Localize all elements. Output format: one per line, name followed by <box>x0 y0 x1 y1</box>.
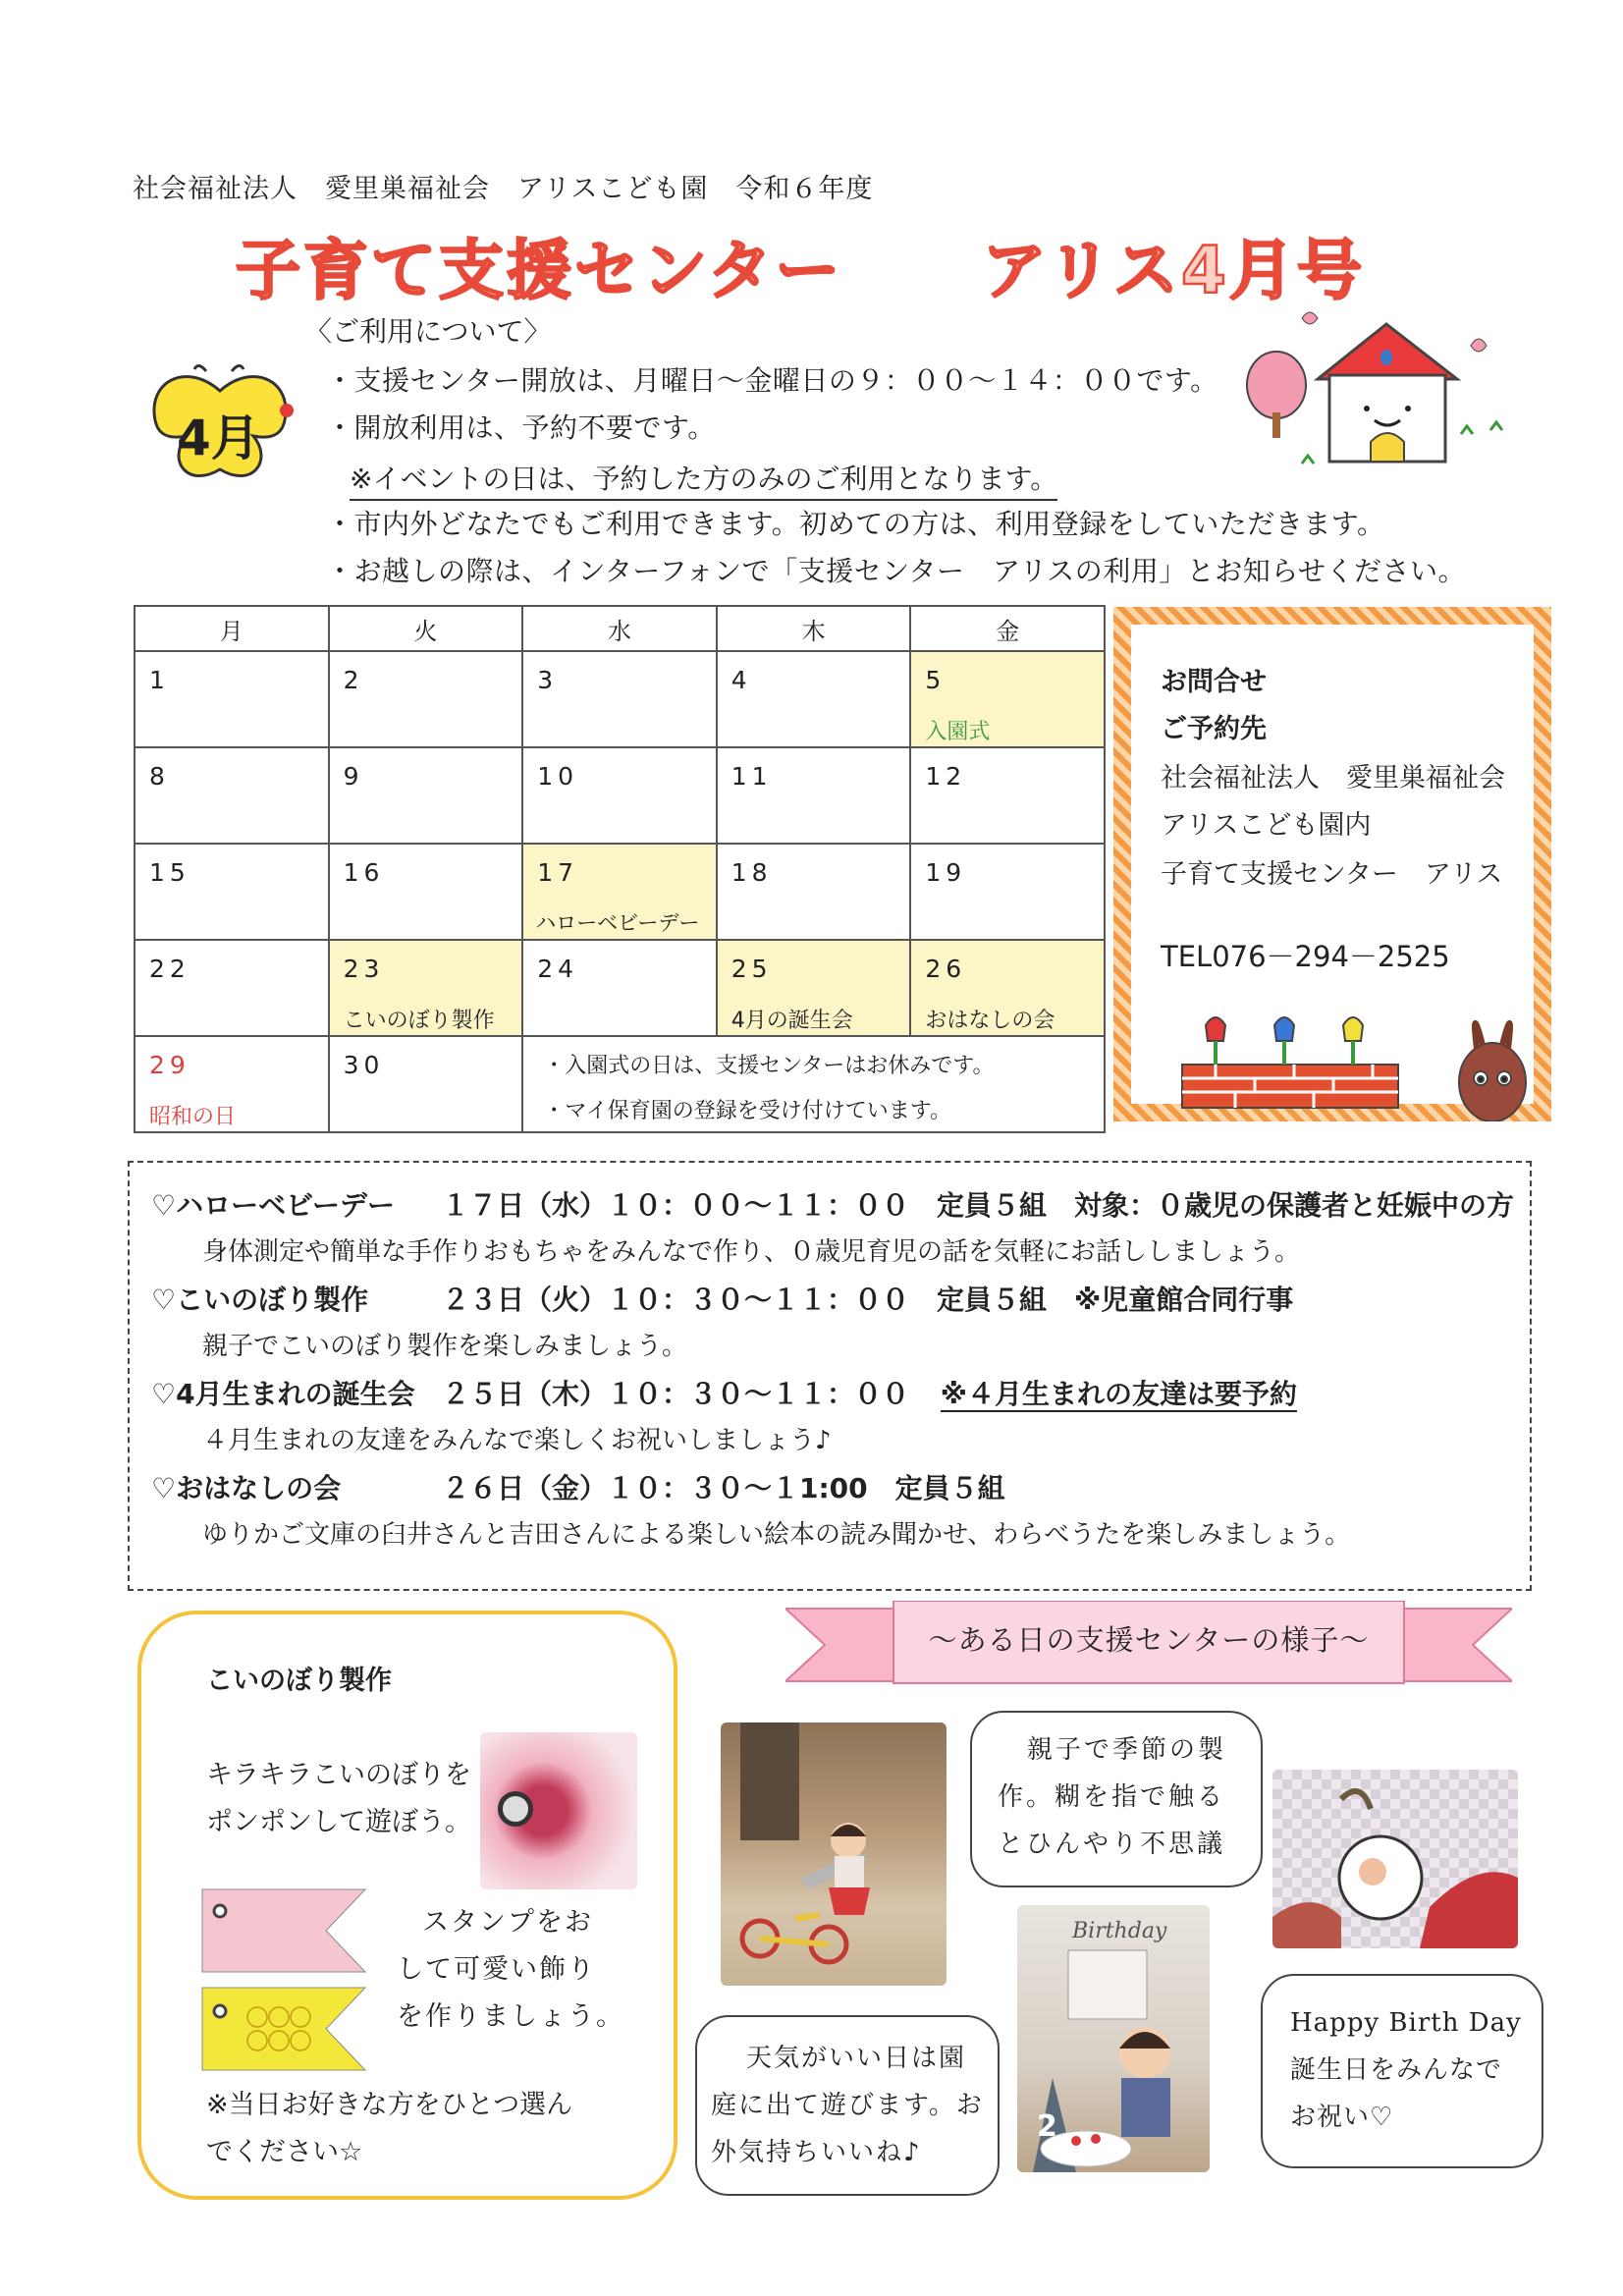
event-detail: ２６日（金）１０：３０～１1:00 定員５組 <box>442 1472 1005 1504</box>
day-event: こいのぼり製作 <box>343 1009 495 1033</box>
calendar-day <box>522 747 717 844</box>
calendar-week <box>135 651 1105 747</box>
contact-center: 子育て支援センター アリス <box>1161 859 1503 890</box>
weekday-thu: 木 <box>717 606 911 651</box>
day-number: 22 <box>149 955 190 983</box>
day-number: 18 <box>730 858 773 887</box>
event-koinobori <box>151 1279 1293 1318</box>
bubble-line: Happy Birth Day <box>1290 2008 1522 2038</box>
koinobori-text-1b: ポンポンして遊ぼう。 <box>206 1807 471 1837</box>
calendar-day <box>135 747 329 844</box>
calendar-day <box>135 651 329 747</box>
contact-subheading: ご予約先 <box>1161 714 1267 744</box>
day-number: 30 <box>343 1051 385 1079</box>
day-number: 5 <box>925 666 947 694</box>
event-name: ♡ハローベビーデー <box>151 1189 395 1222</box>
koinobori-text-1a: キラキラこいのぼりを <box>206 1760 471 1790</box>
day-number: 8 <box>149 762 170 791</box>
bubble-line: 作。糊を指で触る <box>998 1782 1226 1812</box>
calendar-day <box>522 651 717 747</box>
calendar-day <box>329 747 523 844</box>
event-description: 身体測定や簡単な手作りおもちゃをみんなで作り、０歳児育児の話を気軽にお話ししましょう。 <box>202 1237 1301 1267</box>
koinobori-title: こいのぼり製作 <box>206 1666 392 1696</box>
caption-bubble-craft <box>970 1711 1263 1887</box>
event-name: ♡おはなしの会 <box>151 1472 342 1504</box>
pompom-icon <box>498 1791 533 1827</box>
event-detail: ２５日（木）１０：３０～１１：００ <box>442 1378 910 1410</box>
newsletter-title: 子育て支援センター <box>236 233 843 308</box>
calendar-day-event <box>717 940 911 1036</box>
day-number: 10 <box>537 762 578 791</box>
cake-candle-number: 2 <box>1037 2109 1057 2144</box>
events-box <box>128 1161 1532 1591</box>
day-number: 26 <box>925 955 967 983</box>
day-number: 23 <box>343 955 385 983</box>
contact-org: 社会福祉法人 愛里巣福祉会 <box>1161 763 1505 793</box>
day-number: 3 <box>537 666 559 694</box>
day-event: ハローベビーデー <box>535 911 700 935</box>
day-number: 1 <box>149 666 170 694</box>
day-number: 25 <box>730 955 773 983</box>
day-event: 4月の誕生会 <box>730 1009 853 1033</box>
craft-photo <box>1272 1770 1518 1948</box>
calendar-note: ・マイ保育園の登録を受け付けています。 <box>543 1099 951 1123</box>
event-detail: ２３日（火）１０：３０～１１：００ 定員５組 ※児童館合同行事 <box>442 1284 1294 1316</box>
calendar-day-event <box>910 940 1105 1036</box>
calendar-day <box>717 651 911 747</box>
event-storytime <box>151 1467 1005 1506</box>
calendar-day <box>717 844 911 940</box>
koinobori-text-2c: を作りましょう。 <box>397 2001 624 2032</box>
month-badge-text: 4月 <box>177 410 260 466</box>
calendar-header-row <box>135 606 1105 651</box>
bubble-line: とひんやり不思議 <box>998 1830 1226 1859</box>
koinobori-stamp-icon <box>198 1880 375 2086</box>
gallery-banner <box>785 1601 1512 1689</box>
weekday-tue: 火 <box>329 606 523 651</box>
day-event: 入園式 <box>925 720 991 744</box>
bubble-line: お祝い♡ <box>1290 2103 1394 2132</box>
calendar-note: ・入園式の日は、支援センターはお休みです。 <box>543 1054 995 1078</box>
calendar-week <box>135 844 1105 940</box>
contact-heading: お問合せ <box>1161 667 1267 697</box>
usage-line-intercom: ・お越しの際は、インターフォンで「支援センター アリスの利用」とお知らせください。 <box>326 555 1466 587</box>
day-number: 15 <box>149 858 190 887</box>
gallery-banner-text: ～ある日の支援センターの様子～ <box>928 1623 1370 1657</box>
calendar-week <box>135 747 1105 844</box>
calendar-day <box>329 651 523 747</box>
calendar-week <box>135 1036 1105 1132</box>
day-number: 16 <box>343 858 385 887</box>
outdoor-photo <box>721 1722 947 1986</box>
usage-note-event: ※イベントの日は、予約した方のみのご利用となります。 <box>350 458 1057 501</box>
calendar-week <box>135 940 1105 1036</box>
day-number: 19 <box>925 858 967 887</box>
calendar-day-event <box>329 940 523 1036</box>
bubble-line: 庭に出て遊びます。お <box>711 2091 984 2120</box>
calendar-day <box>329 844 523 940</box>
event-description: 親子でこいのぼり製作を楽しみましょう。 <box>202 1332 688 1361</box>
koinobori-text-2a: スタンプをお <box>422 1907 593 1938</box>
contact-box <box>1113 607 1551 1121</box>
calendar-day <box>910 747 1105 844</box>
event-note: ※４月生まれの友達は要予約 <box>940 1378 1297 1410</box>
calendar-day-event <box>522 844 717 940</box>
calendar-day-holiday <box>135 1036 329 1132</box>
day-number: 17 <box>537 858 578 887</box>
april-calendar <box>134 605 1106 1133</box>
weekday-mon: 月 <box>135 606 329 651</box>
day-event: おはなしの会 <box>925 1009 1055 1033</box>
weekday-fri: 金 <box>910 606 1105 651</box>
weekday-wed: 水 <box>522 606 717 651</box>
event-description: ゆりかご文庫の臼井さんと吉田さんによる楽しい絵本の読み聞かせ、わらべうたを楽しみましょう。 <box>202 1520 1351 1550</box>
day-number: 9 <box>343 762 364 791</box>
bubble-line: 外気持ちいいね♪ <box>711 2138 922 2167</box>
child-playing-icon <box>721 1722 947 1986</box>
house-illustration <box>1239 306 1514 483</box>
day-number: 2 <box>343 666 364 694</box>
calendar-day <box>135 940 329 1036</box>
koinobori-box <box>137 1611 677 2200</box>
calendar-day <box>717 747 911 844</box>
contact-school: アリスこども園内 <box>1161 810 1372 841</box>
bubble-line: 親子で季節の製 <box>1027 1735 1227 1765</box>
usage-line-registration: ・市内外どなたでもご利用できます。初めての方は、利用登録をしていただきます。 <box>326 508 1385 540</box>
event-description: ４月生まれの友達をみんなで楽しくお祝いしましょう♪ <box>202 1426 832 1455</box>
day-number: 11 <box>730 762 773 791</box>
birthday-photo <box>1017 1905 1210 2172</box>
koinobori-text-2b: して可愛い飾り <box>397 1954 596 1985</box>
event-detail: １７日（水）１０：００～１１：００ 定員５組 対象：０歳児の保護者と妊娠中の方 <box>442 1189 1515 1222</box>
calendar-day-event <box>910 651 1105 747</box>
birthday-board-text: Birthday <box>1072 1919 1167 1943</box>
usage-heading: 〈ご利用について〉 <box>304 315 552 348</box>
day-number: 29 <box>149 1051 190 1079</box>
usage-line-reservation: ・開放利用は、予約不要です。 <box>326 411 716 444</box>
day-number: 24 <box>537 955 578 983</box>
calendar-day <box>329 1036 523 1132</box>
holiday-label: 昭和の日 <box>149 1105 237 1129</box>
pompom-photo <box>480 1732 637 1889</box>
bubble-line: 誕生日をみんなで <box>1290 2055 1503 2085</box>
newsletter-issue: アリス4月号 <box>982 233 1365 308</box>
organization-line: 社会福祉法人 愛里巣福祉会 アリスこども園 令和６年度 <box>133 174 874 204</box>
calendar-notes <box>522 1036 1105 1132</box>
caption-bubble-outdoor <box>695 2015 1000 2196</box>
day-number: 4 <box>730 666 752 694</box>
koinobori-text-3b: でください☆ <box>206 2137 363 2167</box>
house-icon <box>1239 306 1514 483</box>
usage-line-hours: ・支援センター開放は、月曜日～金曜日の９：００～１４：００です。 <box>326 364 1218 397</box>
event-name: ♡こいのぼり製作 <box>151 1284 369 1316</box>
event-hello-baby <box>151 1184 1514 1224</box>
tulip-wall-icon <box>1176 996 1540 1121</box>
koinobori-text-3a: ※当日お好きな方をひとつ選ん <box>206 2090 573 2120</box>
event-name: ♡4月生まれの誕生会 <box>151 1378 415 1410</box>
calendar-day <box>910 844 1105 940</box>
event-birthday <box>151 1373 1297 1412</box>
craft-table-icon <box>1272 1770 1518 1948</box>
calendar-day <box>522 940 717 1036</box>
butterfly-month-badge <box>147 361 304 499</box>
caption-bubble-birthday <box>1261 1974 1543 2168</box>
contact-phone: TEL076－294－2525 <box>1161 940 1450 973</box>
calendar-day <box>135 844 329 940</box>
day-number: 12 <box>925 762 967 791</box>
bubble-line: 天気がいい日は園 <box>746 2044 967 2073</box>
